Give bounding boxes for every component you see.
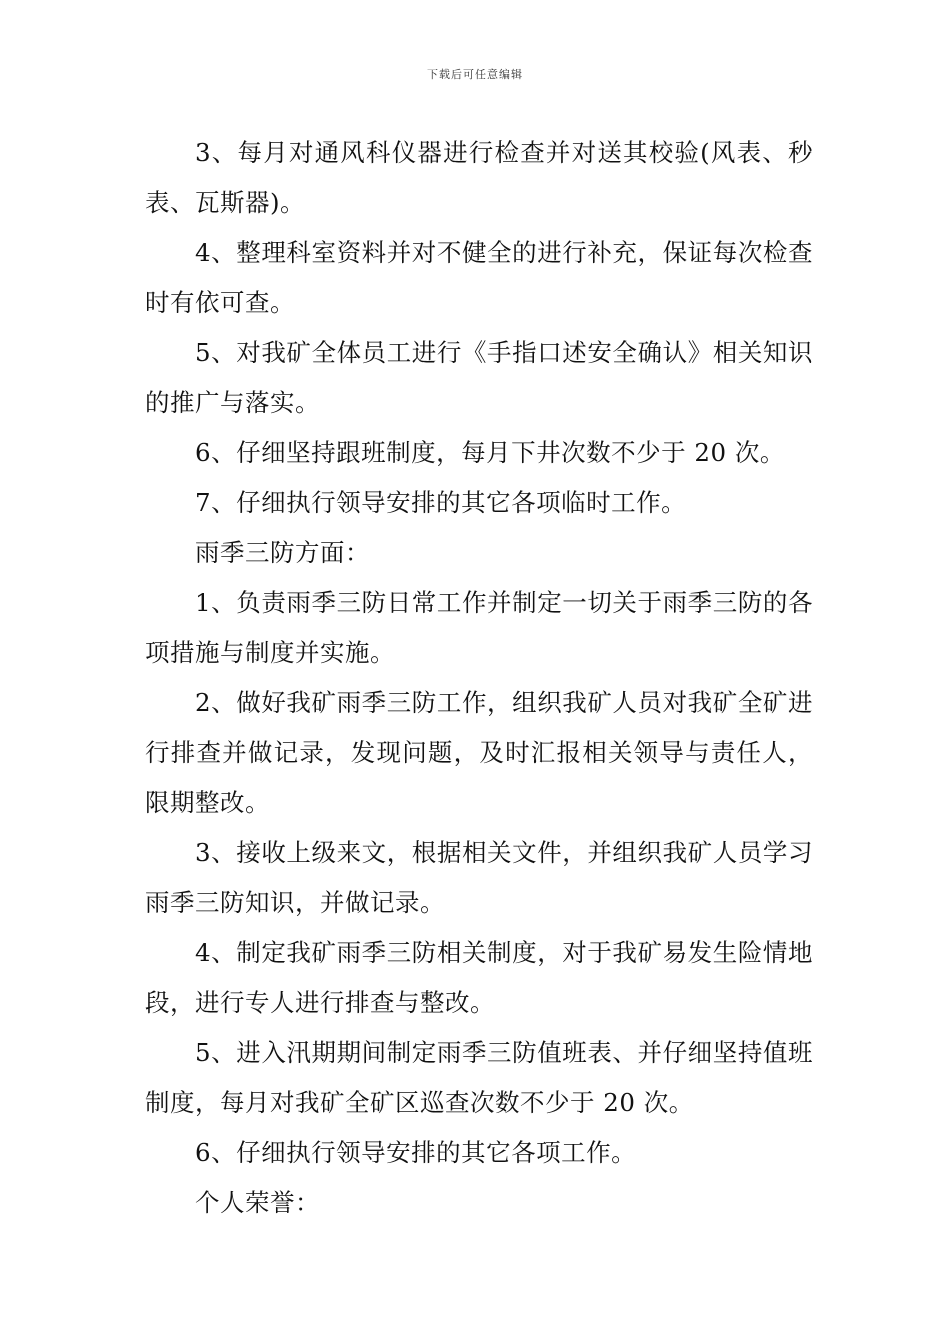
paragraph: 6、仔细坚持跟班制度，每月下井次数不少于 20 次。: [195, 438, 785, 467]
paragraph: 4、整理科室资料并对不健全的进行补充，保证每次检查时有依可查。: [145, 238, 813, 317]
paragraph: 3、接收上级来文，根据相关文件，并组织我矿人员学习雨季三防知识，并做记录。: [145, 838, 813, 917]
paragraph: 6、仔细执行领导安排的其它各项工作。: [195, 1138, 637, 1167]
document-body: [145, 128, 813, 1228]
paragraph: 4、制定我矿雨季三防相关制度，对于我矿易发生险情地段，进行专人进行排查与整改。: [145, 938, 813, 1017]
section-heading: 雨季三防方面：: [195, 538, 370, 567]
paragraph: 7、仔细执行领导安排的其它各项临时工作。: [195, 488, 687, 517]
paragraph: 1、负责雨季三防日常工作并制定一切关于雨季三防的各项措施与制度并实施。: [145, 588, 813, 667]
paragraph: 3、每月对通风科仪器进行检查并对送其校验(风表、秒表、瓦斯器)。: [145, 138, 813, 217]
paragraph: 5、进入汛期期间制定雨季三防值班表、并仔细坚持值班制度，每月对我矿全矿区巡查次数不少于 20 次。: [145, 1038, 813, 1117]
page-header: 下载后可任意编辑: [427, 68, 523, 81]
paragraph: 2、做好我矿雨季三防工作，组织我矿人员对我矿全矿进行排查并做记录，发现问题，及时汇报相关领导与责任人，限期整改。: [145, 688, 813, 817]
paragraph: 5、对我矿全体员工进行《手指口述安全确认》相关知识的推广与落实。: [145, 338, 813, 417]
section-heading: 个人荣誉：: [195, 1188, 320, 1217]
